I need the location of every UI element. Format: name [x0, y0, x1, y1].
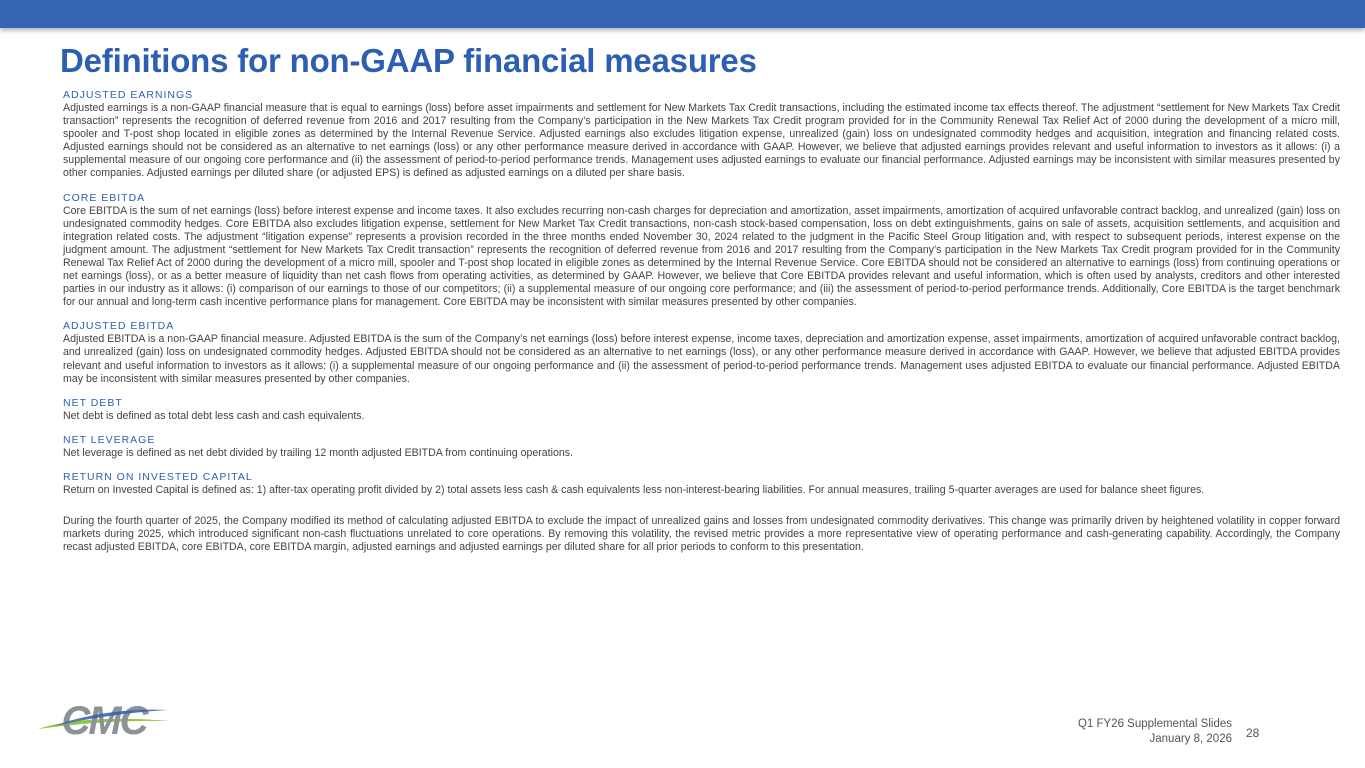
- section-core-ebitda: [63, 191, 1340, 310]
- section-body: Net leverage is defined as net debt divided by trailing 12 month adjusted EBITDA from continuing operations.: [63, 446, 573, 459]
- section-body: Adjusted EBITDA is a non-GAAP financial measure. Adjusted EBITDA is the sum of the Company’s net earnings (loss) before interest expense, income taxes, depreciation and amortization expense, asset impairments, amortization of acquired unfavorable contract backlog, and unrealized (gain) loss on undesignated commodity hedges. Adjusted EBITDA should not be considered as an alternative to net earnings (loss), or any other performance measure derived in accordance with GAAP. However, we believe that adjusted EBITDA provides relevant and useful information to investors as it allows: (i) a supplemental measure of our ongoing performance and (ii) the assessment of period-to-period performance trends. Management uses adjusted EBITDA to evaluate our financial performance. Adjusted EBITDA may be inconsistent with similar measures presented by other companies.: [63, 333, 1340, 385]
- methodology-note: During the fourth quarter of 2025, the Company modified its method of calculating adjusted EBITDA to exclude the impact of unrealized gains and losses from undesignated commodity derivatives. This change was primarily driven by heightened volatility in copper forward markets during 2025, which introduced significant non-cash fluctuations unrelated to core operations. By removing this volatility, the revised metric provides a more representative view of operating performance and cash-generating capability. Accordingly, the Company recast adjusted EBITDA, core EBITDA, core EBITDA margin, adjusted earnings and adjusted earnings per diluted share for all prior periods to conform to this presentation.: [63, 514, 1340, 554]
- section-body: Net debt is defined as total debt less cash and cash equivalents.: [63, 409, 365, 422]
- section-heading: NET LEVERAGE: [63, 433, 156, 446]
- section-heading: CORE EBITDA: [63, 191, 146, 204]
- section-body: Adjusted earnings is a non-GAAP financial measure that is equal to earnings (loss) before asset impairments and settlement for New Markets Tax Credit transactions, including the estimated income tax effects thereof. The adjustment “settlement for New Markets Tax Credit transaction” represents the recognition of deferred revenue from 2016 and 2017 resulting from the Company’s participation in the New Markets Tax Credit program provided for in the Community Renewal Tax Relief Act of 2000 during the development of a micro mill, spooler and T-post shop located in eligible zones as determined by the Internal Revenue Service. Adjusted earnings also excludes litigation expense, unrealized (gain) loss on undesignated commodity hedges and acquisition, integration and financing related costs. Adjusted earnings should not be considered as an alternative to net earnings (loss) or any other performance measure derived in accordance with GAAP. However, we believe that adjusted earnings provides relevant and useful information to investors as it allows: (i) a supplemental measure of our ongoing core performance and (ii) the assessment of period-to-period performance trends. Management uses adjusted earnings to evaluate our financial performance. Adjusted earnings may be inconsistent with similar measures presented by other companies. Adjusted earnings per diluted share (or adjusted EPS) is defined as adjusted earnings on a diluted per share basis.: [63, 102, 1340, 180]
- section-heading: ADJUSTED EBITDA: [63, 320, 175, 333]
- cmc-logo-icon: [36, 696, 172, 742]
- section-adjusted-earnings: [63, 88, 1340, 181]
- section-adjusted-ebitda: [63, 319, 1340, 385]
- definitions-content: [63, 88, 1340, 565]
- page-title: Definitions for non-GAAP financial measures: [60, 42, 757, 79]
- section-body: Core EBITDA is the sum of net earnings (loss) before interest expense and income taxes. It also excludes recurring non-cash charges for depreciation and amortization, asset impairments, amortization of acquired unfavorable contract backlog, and unrealized (gain) loss on undesignated commodity hedges. Core EBITDA also excludes litigation expense, settlement for New Market Tax Credit transactions, non-cash stock-based compensation, loss on debt extinguishments, gains on sale of assets, acquisition settlements, and acquisition and integration related costs. The adjustment “litigation expense” represents a provision recorded in the three months ended November 30, 2024 related to the judgment in the Pacific Steel Group litigation and, with respect to subsequent periods, interest expense on the judgment amount. The adjustment “settlement for New Markets Tax Credit transaction” represents the recognition of deferred revenue from 2016 and 2017 resulting from the Company’s participation in the New Markets Tax Credit program provided for in the Community Renewal Tax Relief Act of 2000 during the development of a micro mill, spooler and T-post shop located in eligible zones as determined by the Internal Revenue Service. Core EBITDA should not be considered an alternative to earnings (loss) from continuing operations or net earnings (loss), or as a better measure of liquidity than net cash flows from operating activities, as determined by GAAP. However, we believe that Core EBITDA provides relevant and useful information, which is often used by analysts, creditors and other interested parties in our industry as it allows: (i) comparison of our earnings to those of our competitors; (ii) a supplemental measure of our ongoing core performance; and (iii) the assessment of period-to-period performance trends. Additionally, Core EBITDA is the target benchmark for our annual and long-term cash incentive performance plans for management. Core EBITDA may be inconsistent with similar measures presented by other companies.: [63, 204, 1340, 309]
- section-net-debt: [63, 396, 1340, 423]
- cmc-logo: [36, 696, 172, 742]
- section-roic: [63, 470, 1340, 497]
- section-heading: RETURN ON INVESTED CAPITAL: [63, 470, 253, 483]
- section-heading: ADJUSTED EARNINGS: [63, 89, 194, 101]
- section-net-leverage: [63, 433, 1340, 460]
- logo-text: CMC: [61, 699, 147, 742]
- footer-date: January 8, 2026: [1149, 733, 1232, 745]
- section-heading: NET DEBT: [63, 396, 123, 409]
- footer-deck-title: Q1 FY26 Supplemental Slides: [1077, 718, 1232, 730]
- section-body: Return on Invested Capital is defined as: 1) after-tax operating profit divided by 2) total assets less cash & cash equivalents less non-interest-bearing liabilities. For annual measures, trailing 5-quarter averages are used for balance sheet figures.: [63, 483, 1205, 496]
- top-banner: [0, 0, 1365, 28]
- footer: [1078, 717, 1232, 747]
- page-number: 28: [1246, 726, 1260, 740]
